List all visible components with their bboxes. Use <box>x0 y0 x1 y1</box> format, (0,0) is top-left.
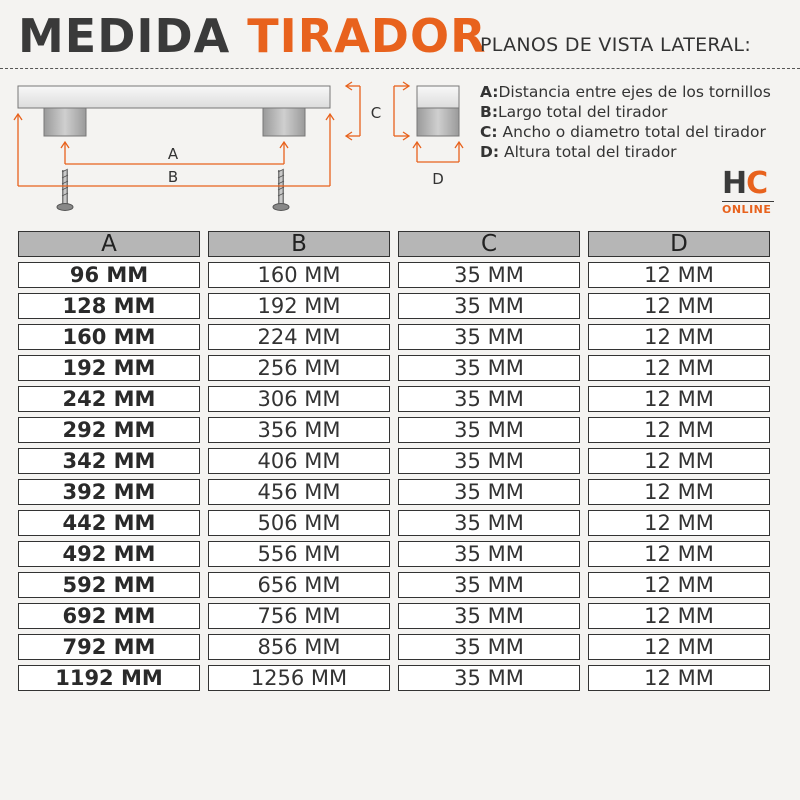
table-row <box>18 448 770 474</box>
cell-a: 792 MM <box>18 634 200 660</box>
table-row <box>18 355 770 381</box>
legend-item-b: B:Largo total del tirador <box>480 103 668 121</box>
cell-c: 35 MM <box>398 448 580 474</box>
table-row <box>18 479 770 505</box>
cell-d: 12 MM <box>588 510 770 536</box>
cell-b: 256 MM <box>208 355 390 381</box>
legend-item-d: D: Altura total del tirador <box>480 143 677 161</box>
cell-d: 12 MM <box>588 479 770 505</box>
cell-d: 12 MM <box>588 634 770 660</box>
table-row <box>18 541 770 567</box>
cell-d: 12 MM <box>588 293 770 319</box>
cell-d: 12 MM <box>588 386 770 412</box>
cell-b: 406 MM <box>208 448 390 474</box>
dimension-c <box>346 82 360 140</box>
table-row <box>18 603 770 629</box>
cell-b: 192 MM <box>208 293 390 319</box>
dimension-b-label: B <box>167 168 179 186</box>
cell-b: 856 MM <box>208 634 390 660</box>
cell-b: 356 MM <box>208 417 390 443</box>
handle-leg-left <box>44 108 86 136</box>
cell-c: 35 MM <box>398 386 580 412</box>
cell-d: 12 MM <box>588 262 770 288</box>
page-subtitle: PLANOS DE VISTA LATERAL: <box>480 34 752 56</box>
table-row <box>18 417 770 443</box>
cell-c: 35 MM <box>398 541 580 567</box>
cell-a: 192 MM <box>18 355 200 381</box>
cell-d: 12 MM <box>588 448 770 474</box>
table-row <box>18 324 770 350</box>
cell-a: 1192 MM <box>18 665 200 691</box>
column-header-b: B <box>208 231 390 257</box>
dimension-a-label: A <box>167 145 179 163</box>
title-word-medida: MEDIDA <box>18 9 231 63</box>
cell-d: 12 MM <box>588 417 770 443</box>
table-row <box>18 262 770 288</box>
cell-d: 12 MM <box>588 665 770 691</box>
hc-online-logo: HC ONLINE <box>722 170 776 218</box>
cell-b: 556 MM <box>208 541 390 567</box>
cell-d: 12 MM <box>588 541 770 567</box>
cell-c: 35 MM <box>398 510 580 536</box>
screw-left <box>57 169 73 211</box>
cell-a: 292 MM <box>18 417 200 443</box>
table-row <box>18 293 770 319</box>
cell-a: 692 MM <box>18 603 200 629</box>
size-table <box>10 226 778 696</box>
screw-right <box>273 169 289 211</box>
cell-a: 392 MM <box>18 479 200 505</box>
table-row <box>18 510 770 536</box>
dimension-d <box>413 142 463 162</box>
cell-c: 35 MM <box>398 479 580 505</box>
cell-c: 35 MM <box>398 634 580 660</box>
dimension-c-label: C <box>370 104 382 122</box>
table-row <box>18 572 770 598</box>
cell-a: 592 MM <box>18 572 200 598</box>
table-row <box>18 386 770 412</box>
cell-c: 35 MM <box>398 417 580 443</box>
cell-d: 12 MM <box>588 572 770 598</box>
handle-bar <box>18 86 330 108</box>
table-row <box>18 634 770 660</box>
column-header-d: D <box>588 231 770 257</box>
header-divider <box>0 68 800 69</box>
cell-b: 506 MM <box>208 510 390 536</box>
dimension-legend <box>480 82 771 162</box>
cell-c: 35 MM <box>398 665 580 691</box>
handle-leg-right <box>263 108 305 136</box>
dimension-d-label: D <box>432 170 444 188</box>
cell-c: 35 MM <box>398 324 580 350</box>
cell-b: 656 MM <box>208 572 390 598</box>
column-header-c: C <box>398 231 580 257</box>
cell-c: 35 MM <box>398 572 580 598</box>
cell-d: 12 MM <box>588 603 770 629</box>
side-view-top <box>417 86 459 108</box>
cell-c: 35 MM <box>398 603 580 629</box>
cell-b: 1256 MM <box>208 665 390 691</box>
cell-a: 492 MM <box>18 541 200 567</box>
cell-b: 224 MM <box>208 324 390 350</box>
side-view-leg <box>417 108 459 136</box>
page-title <box>18 8 487 64</box>
dimension-side-c <box>394 82 409 140</box>
cell-a: 442 MM <box>18 510 200 536</box>
cell-a: 96 MM <box>18 262 200 288</box>
column-header-a: A <box>18 231 200 257</box>
cell-a: 160 MM <box>18 324 200 350</box>
cell-b: 306 MM <box>208 386 390 412</box>
cell-b: 756 MM <box>208 603 390 629</box>
cell-d: 12 MM <box>588 355 770 381</box>
cell-b: 456 MM <box>208 479 390 505</box>
cell-b: 160 MM <box>208 262 390 288</box>
cell-d: 12 MM <box>588 324 770 350</box>
table-row <box>18 665 770 691</box>
cell-c: 35 MM <box>398 293 580 319</box>
cell-a: 128 MM <box>18 293 200 319</box>
handle-diagram <box>0 70 470 220</box>
cell-a: 242 MM <box>18 386 200 412</box>
legend-item-a: A:Distancia entre ejes de los tornillos <box>480 83 771 101</box>
table-header-row <box>18 231 770 257</box>
legend-item-c: C: Ancho o diametro total del tirador <box>480 123 766 141</box>
cell-c: 35 MM <box>398 355 580 381</box>
title-word-tirador: TIRADOR <box>247 9 487 63</box>
cell-a: 342 MM <box>18 448 200 474</box>
table-body <box>18 262 770 691</box>
cell-c: 35 MM <box>398 262 580 288</box>
